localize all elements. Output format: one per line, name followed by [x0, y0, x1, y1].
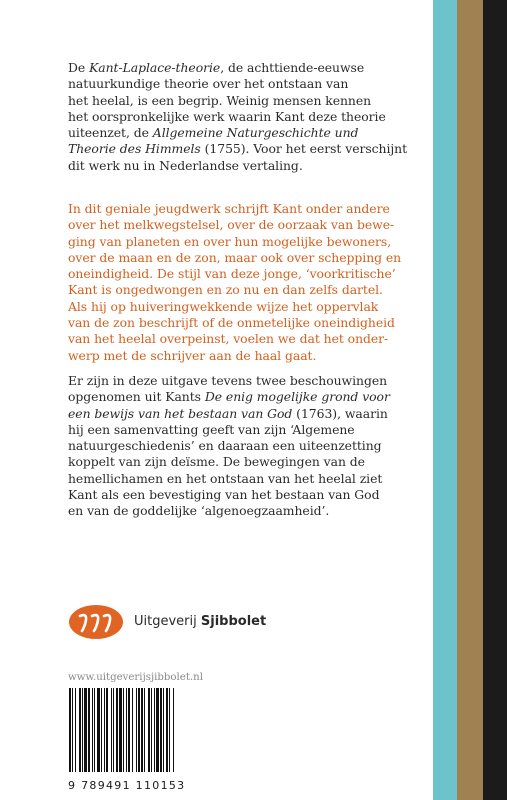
barcode-bar: [126, 688, 127, 772]
barcode-bar: [166, 688, 168, 772]
barcode: [68, 688, 205, 772]
highlight-paragraph: In dit geniale jeugdwerk schrijft Kant onder andere over het melkwegstelsel, over de oorzaak van bewe- ging van planeten en over hun mogelijke bewoners, over de maan en de zon, maar ook over schepping en oneindigheid. De stijl van deze jonge, ‘voorkritische’ Kant is ongedwongen en zo nu en dan zelfs dartel. Als hij op huiveringwekkende wijze het oppervlak van de zon beschrijft of de onmetelijke oneindigheid van het heelal overpeinst, voelen we dat het onder- werp met de schrijver aan de haal gaat.: [68, 201, 402, 363]
barcode-bar: [128, 688, 130, 772]
barcode-bar: [154, 688, 155, 772]
barcode-bar: [97, 688, 100, 772]
barcode-bar: [72, 688, 73, 772]
barcode-bar: [79, 688, 81, 772]
barcode-bar: [113, 688, 114, 772]
barcode-bar: [169, 688, 170, 772]
barcode-bar: [156, 688, 159, 772]
barcode-bar: [75, 688, 76, 772]
barcode-bar: [123, 688, 124, 772]
barcode-bar: [111, 688, 112, 772]
barcode-bar: [138, 688, 140, 772]
barcode-bar: [69, 688, 71, 772]
black-stripe: [483, 0, 507, 800]
barcode-bar: [84, 688, 87, 772]
isbn-number: 9 789491 110153: [68, 779, 186, 792]
barcode-bar: [144, 688, 145, 772]
barcode-bar: [163, 688, 164, 772]
barcode-bar: [119, 688, 122, 772]
gold-stripe: [457, 0, 483, 800]
barcode-bar: [88, 688, 90, 772]
barcode-bar: [141, 688, 143, 772]
sjibbolet-logo-icon: [68, 604, 124, 640]
barcode-bar: [136, 688, 137, 772]
publisher-block: [68, 604, 368, 640]
barcode-bar: [104, 688, 105, 772]
intro-paragraph: De Kant-Laplace-theorie, de achttiende-eeuwse natuurkundige theorie over het ontstaan van het heelal, is een begrip. Weinig mensen kennen het oorspronkelijke werk waarin Kant deze theorie uiteenzet, de Allgemeine Naturgeschichte und Theorie des Himmels (1755). Voor het eerst verschijnt dit werk nu in Nederlandse vertaling.: [68, 60, 408, 173]
barcode-bar: [132, 688, 133, 772]
barcode-bar: [106, 688, 108, 772]
barcode-bar: [94, 688, 95, 772]
closing-paragraph: Er zijn in deze uitgave tevens twee beschouwingen opgenomen uit Kants De enig mogelijke grond voor een bewijs van het bestaan van God (1763), waarin hij een samenvatting geeft van zijn ‘Algemene natuurgeschiedenis’ en daaraan een uiteenzetting koppelt van zijn deïsme. De bewegingen van de hemellichamen en het ontstaan van het heelal ziet Kant als een bevestiging van het bestaan van God en van de goddelijke ‘algenoegzaamheid’.: [68, 373, 390, 519]
barcode-bar: [148, 688, 150, 772]
barcode-bar: [151, 688, 152, 772]
barcode-bar: [92, 688, 93, 772]
barcode-bar: [101, 688, 102, 772]
publisher-name: Uitgeverij Sjibbolet: [134, 614, 267, 629]
barcode-bar: [82, 688, 83, 772]
barcode-bar: [173, 688, 174, 772]
publisher-website: www.uitgeverijsjibbolet.nl: [68, 672, 203, 683]
teal-stripe: [433, 0, 457, 800]
barcode-bar: [116, 688, 118, 772]
barcode-bar: [160, 688, 162, 772]
